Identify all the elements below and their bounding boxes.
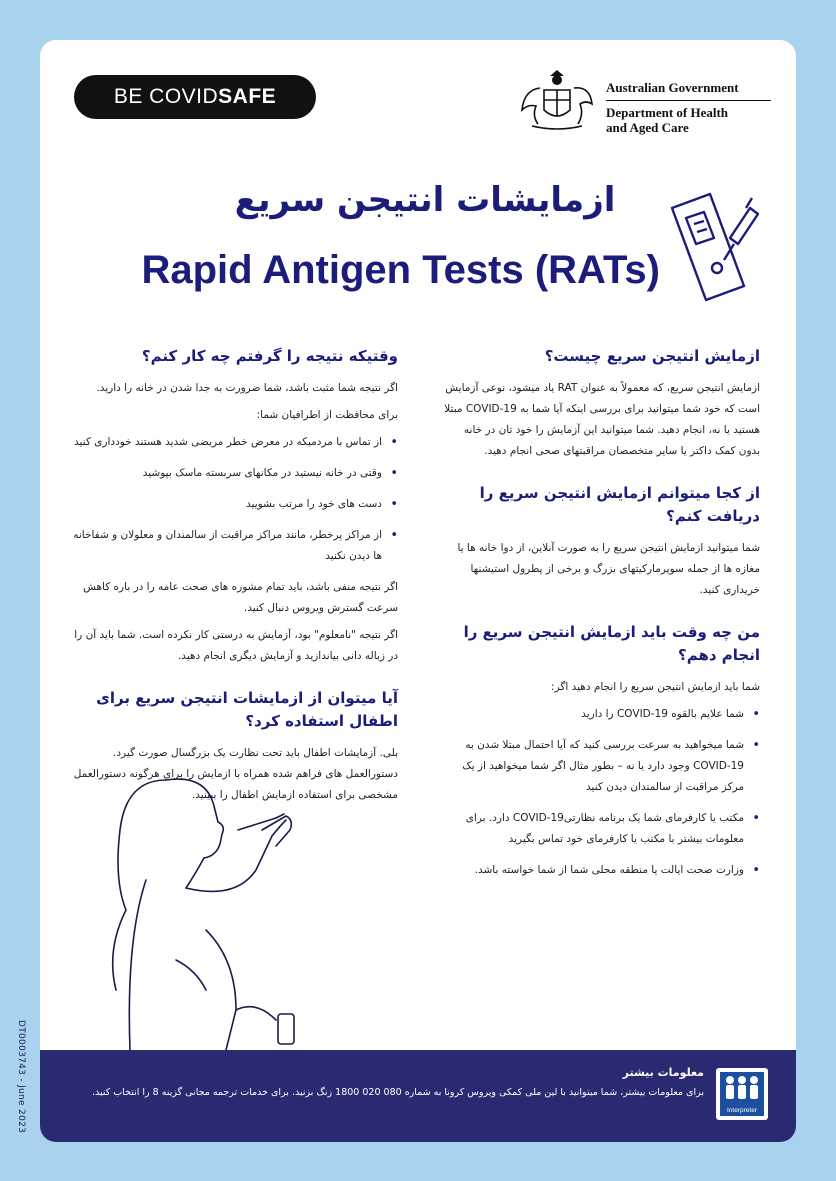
list-item: • مکتب یا کارفرمای شما یک برنامه نظارتیCOVID-19 دارد. برای معلومات بیشتر با مکتب یا کارفرمای خود تماس بگیرید	[440, 808, 744, 850]
coat-of-arms-icon	[514, 70, 600, 134]
list-item: • دست های خود را مرتب بشویید	[68, 494, 382, 515]
section-children-heading: آیا میتوان از ازمایشات انتیجن سریع برای اطفال استفاده کرد؟	[96, 689, 398, 730]
be-covidsafe-logo	[74, 75, 316, 119]
interpreter-label: Interpreter	[727, 1107, 757, 1114]
section-when-heading: من چه وقت باید ازمایش انتیجن سریع را انجام دهم؟	[463, 623, 760, 664]
list-item: • شما علایم بالقوه COVID-19 را دارید	[440, 704, 744, 725]
footer-banner	[40, 1050, 796, 1142]
woman-testing-illustration	[86, 760, 316, 1050]
footer-title: معلومات بیشتر	[622, 1066, 704, 1079]
safe-text: SAFE	[218, 85, 277, 108]
gov-divider	[606, 100, 771, 101]
right-column	[440, 345, 760, 891]
document-code: DT0003743 - June 2023	[16, 1020, 26, 1134]
footer-text: برای معلومات بیشتر، شما میتوانید با لین ملی کمکی ویروس کرونا به شماره 080 020 1800 زنگ بزنید. برای خدمات ترجمه مجانی گزینه 8 را انتخاب کنید.	[92, 1087, 704, 1098]
list-item: • از مراکز پرخطر، مانند مراکز مراقبت از سالمندان و معلولان و شفاخانه ها دیدن نکنید	[68, 525, 382, 567]
title-farsi: ازمایشات انتیجن سریع	[234, 180, 616, 220]
be-covid-text: BE COVID	[113, 85, 219, 108]
gov-dept-line2: and Aged Care	[606, 120, 689, 135]
section-children-text: بلی. آزمایشات اطفال باید تحت نظارت یک بزرگسال صورت گیرد. دستورالعمل های فراهم شده همراه با ازمایش را برای هرگونه دستورالعمل مشخصی برای استفاده ازمایش اطفال را ببینید.	[73, 747, 398, 801]
section-result-negative: اگر نتیجه منفی باشد، باید تمام مشوره های صحت عامه را در باره کاهش سرعت گسترش ویروس دنبال کنید.	[83, 581, 398, 614]
section-where-heading: از کجا میتوانم ازمایش انتیجن سریع را دریافت کنم؟	[479, 484, 760, 525]
section-what-heading: ازمایش انتیجن سریع چیست؟	[544, 347, 760, 365]
when-list	[440, 704, 760, 881]
australian-government-logo	[514, 70, 776, 150]
section-result-unknown: اگر نتیجه "نامعلوم" بود، آزمایش به درستی کار نکرده است. شما باید آن را در زباله دانی بیاندازید و آزمایش دیگری انجام دهید.	[74, 629, 398, 662]
gov-title: Australian Government	[606, 80, 739, 95]
section-what-text: ازمایش انتیجن سریع، که معمولاً به عنوان RAT یاد میشود، نوعی آزمایش است که خود شما میتوانید برای بررسی اینکه آیا شما به COVID-19 مبتلا هستید یا نه، انجام دهید. شما میتوانید این آزمایش را خود تان در خانه بدون کمک داکتر یا سایر متخصصان مراقبتهای صحی انجام دهید.	[444, 382, 760, 457]
poster-card	[40, 40, 796, 1142]
protect-list	[68, 432, 398, 567]
list-item: • شما میخواهید به سرعت بررسی کنید که آیا احتمال مبتلا شدن به COVID-19 وجود دارد یا نه – بطور مثال اگر شما میخواهید از یک مرکز مراقبت از سالمندان دیدن کنید	[440, 735, 744, 798]
section-result-text: اگر نتیجه شما مثبت باشد، شما ضرورت به جدا شدن در خانه را دارید.	[96, 382, 398, 394]
list-item: • وزارت صحت ایالت یا منطقه محلی شما از شما خواسته باشد.	[440, 860, 744, 881]
left-column	[68, 345, 398, 812]
section-result-protect: برای محافظت از اطرافیان شما:	[256, 409, 398, 421]
list-item: • از تماس با مردمیکه در معرض خطر مریضی شدید هستند خودداری کنید	[68, 432, 382, 453]
title-english: Rapid Antigen Tests (RATs)	[141, 248, 660, 292]
section-when-intro: شما باید ازمایش انتیجن سریع را انجام دهید اگر:	[551, 681, 760, 693]
gov-dept-line1: Department of Health	[606, 105, 729, 120]
list-item: • وقتی در خانه نیستید در مکانهای سربسته ماسک بپوشید	[68, 463, 382, 484]
interpreter-people-icon	[720, 1072, 764, 1106]
section-where-text: شما میتوانید ازمایش انتیجن سریع را به صورت آنلاین، از دوا خانه ها یا مغازه ها از جمله سوپرمارکیتهای بزرگ و برخی از پطرول استیشنها خریداری کنید.	[457, 542, 760, 596]
rapid-test-kit-icon	[664, 188, 764, 304]
interpreter-badge	[716, 1068, 768, 1120]
section-result-heading: وقتیکه نتیجه را گرفتم چه کار کنم؟	[141, 347, 398, 365]
